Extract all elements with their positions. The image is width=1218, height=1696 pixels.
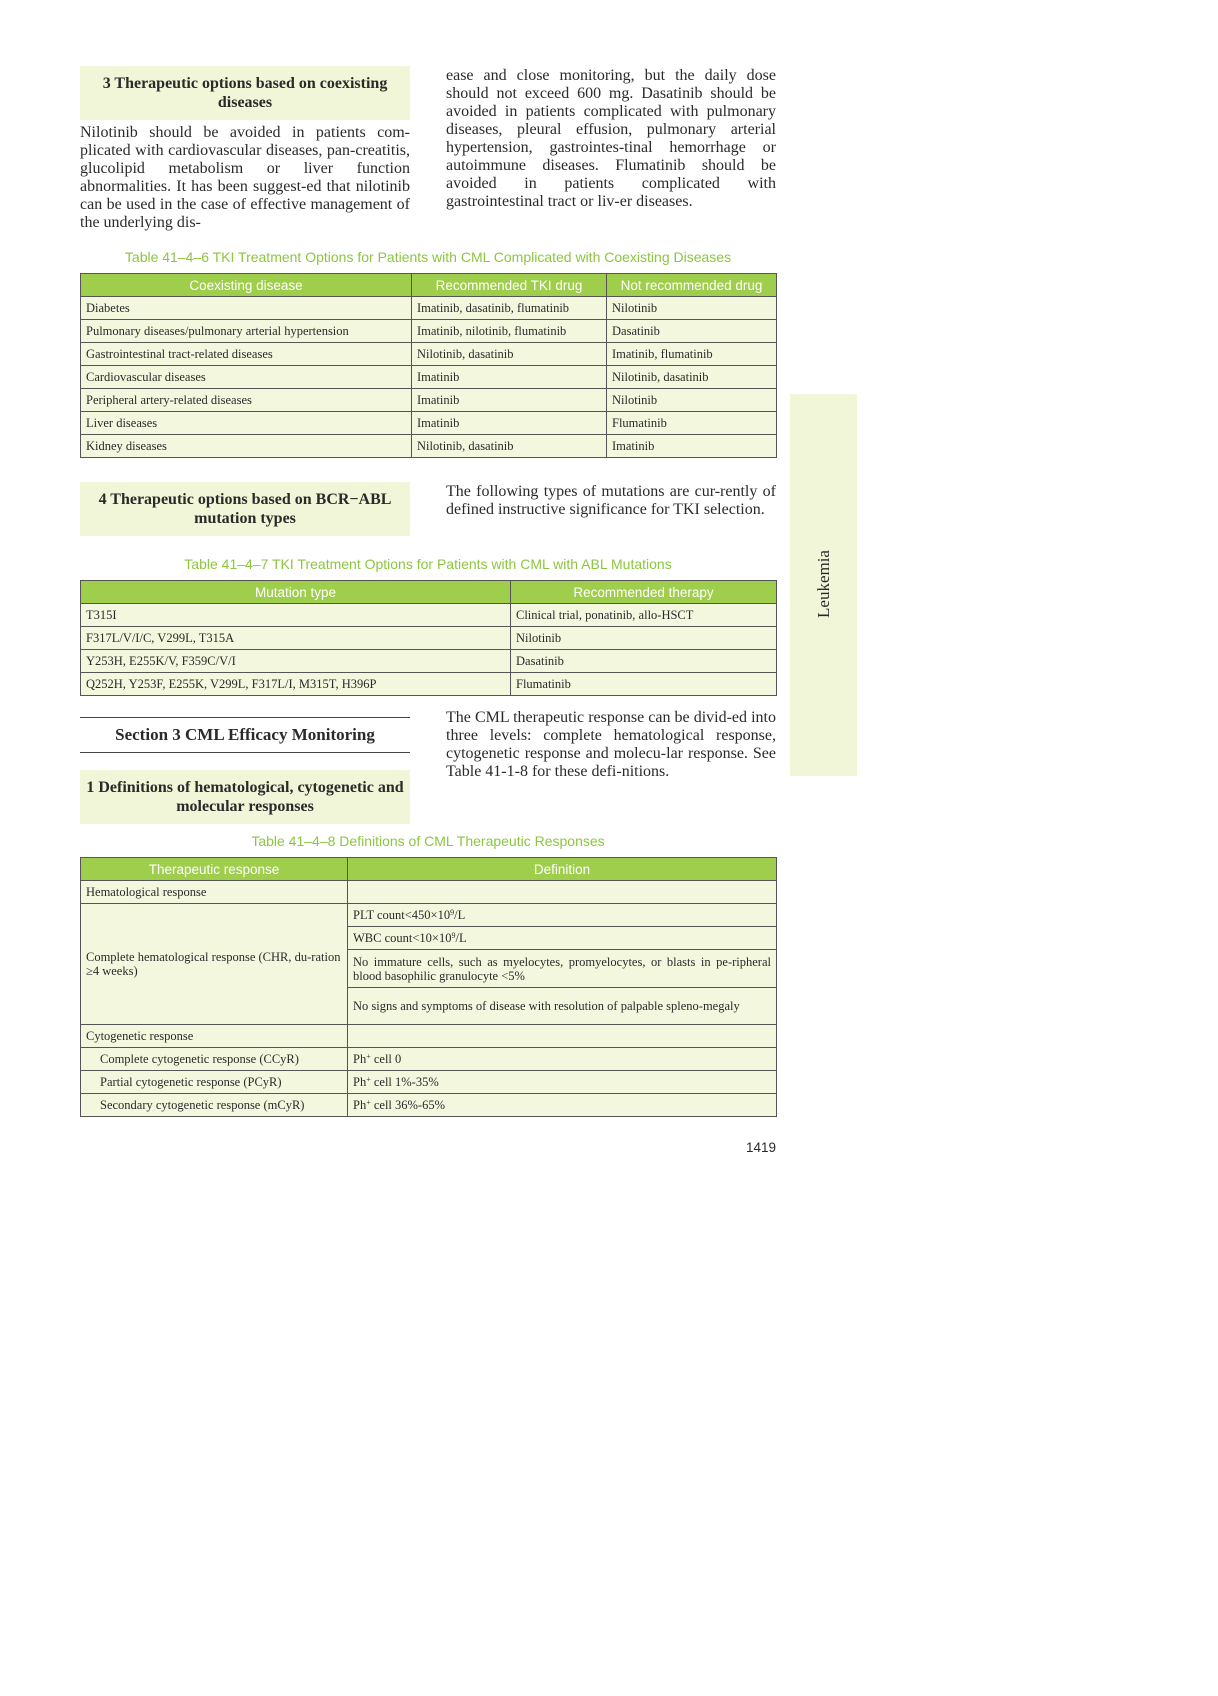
column-header: Mutation type bbox=[81, 581, 511, 604]
ph-text: Ph bbox=[353, 1098, 367, 1112]
table-cell: Pulmonary diseases/pulmonary arterial hypertension bbox=[81, 320, 412, 343]
table-cell: Imatinib, flumatinib bbox=[607, 343, 777, 366]
ph-plus: + bbox=[366, 1075, 371, 1084]
table-cell: No signs and symptoms of disease with resolution of palpable spleno-megaly bbox=[348, 988, 777, 1025]
column-header: Recommended therapy bbox=[511, 581, 777, 604]
ph-text: Ph bbox=[353, 1052, 367, 1066]
table-row bbox=[81, 1071, 777, 1094]
table-row bbox=[81, 881, 777, 904]
column-header: Coexisting disease bbox=[81, 274, 412, 297]
plt-unit: /L bbox=[454, 908, 466, 922]
wbc-superscript: 9 bbox=[451, 931, 456, 940]
table-row bbox=[81, 366, 777, 389]
ph-value: cell 0 bbox=[370, 1052, 402, 1066]
ph-plus: + bbox=[366, 1098, 371, 1107]
table-row bbox=[81, 320, 777, 343]
table-cell: Hematological response bbox=[81, 881, 348, 904]
plt-superscript: 9 bbox=[450, 908, 455, 917]
table-cell: Complete hematological response (CHR, du-ration ≥4 weeks) bbox=[81, 904, 348, 1025]
table-row bbox=[81, 389, 777, 412]
table-cell: Nilotinib, dasatinib bbox=[412, 435, 607, 458]
table-cell bbox=[348, 904, 777, 927]
wbc-unit: /L bbox=[455, 931, 467, 945]
section-heading-mutation: 4 Therapeutic options based on BCR−ABL mutation types bbox=[80, 482, 410, 536]
table-row bbox=[81, 904, 777, 927]
table-cell: Dasatinib bbox=[511, 650, 777, 673]
table-cell: Cardiovascular diseases bbox=[81, 366, 412, 389]
column-header: Therapeutic response bbox=[81, 858, 348, 881]
wbc-text: WBC count<10×10 bbox=[353, 931, 452, 945]
table-cell: T315I bbox=[81, 604, 511, 627]
table-cell: Nilotinib bbox=[511, 627, 777, 650]
table-cell: Imatinib, dasatinib, flumatinib bbox=[412, 297, 607, 320]
page-number: 1419 bbox=[745, 1140, 776, 1155]
table-row bbox=[81, 297, 777, 320]
table-cell: Gastrointestinal tract-related diseases bbox=[81, 343, 412, 366]
table-cell bbox=[348, 1048, 777, 1071]
column-header: Recommended TKI drug bbox=[412, 274, 607, 297]
column-header: Definition bbox=[348, 858, 777, 881]
section-heading-definitions: 1 Definitions of hematological, cytogenetic and molecular responses bbox=[80, 770, 410, 824]
section-heading-coexisting: 3 Therapeutic options based on coexisting diseases bbox=[80, 66, 410, 120]
table-cell: Clinical trial, ponatinib, allo-HSCT bbox=[511, 604, 777, 627]
table-row bbox=[81, 435, 777, 458]
chapter-side-tab bbox=[790, 394, 857, 776]
table-cell: Nilotinib bbox=[607, 297, 777, 320]
table-row bbox=[81, 627, 777, 650]
table-row bbox=[81, 1048, 777, 1071]
table-cell: Partial cytogenetic response (PCyR) bbox=[81, 1071, 348, 1094]
ph-value: cell 1%-35% bbox=[370, 1075, 439, 1089]
table-cell: Flumatinib bbox=[511, 673, 777, 696]
table-row bbox=[81, 604, 777, 627]
table-cell: Cytogenetic response bbox=[81, 1025, 348, 1048]
chapter-tab-label: Leukemia bbox=[813, 550, 833, 618]
table-cell: Kidney diseases bbox=[81, 435, 412, 458]
table-7 bbox=[80, 580, 777, 696]
table-8 bbox=[80, 857, 777, 1117]
table-cell: Secondary cytogenetic response (mCyR) bbox=[81, 1094, 348, 1117]
table-cell: Imatinib bbox=[607, 435, 777, 458]
table-row bbox=[81, 1094, 777, 1117]
table-row bbox=[81, 673, 777, 696]
table-row bbox=[81, 1025, 777, 1048]
ph-value: cell 36%-65% bbox=[370, 1098, 445, 1112]
table-cell: No immature cells, such as myelocytes, promyelocytes, or blasts in pe-ripheral blood basophilic granulocyte <5% bbox=[348, 950, 777, 988]
table-row bbox=[81, 650, 777, 673]
paragraph-continued: ease and close monitoring, but the daily dose should not exceed 600 mg. Dasatinib should be avoided in patients complicated with pulmonary diseases, pleural effusion, pulmonary arterial hypertension, gastrointes-tinal hemorrhage or autoimmune diseases. Flumatinib should be avoided in patients complicated with gastrointestinal tract or liv-er diseases. bbox=[446, 67, 776, 210]
paragraph-response-levels: The CML therapeutic response can be divid-ed into three levels: complete hematological response, cytogenetic response and molecu-lar response. See Table 41-1-8 for these defi-nitions. bbox=[446, 709, 776, 780]
table-cell: Peripheral artery-related diseases bbox=[81, 389, 412, 412]
table-cell: Imatinib bbox=[412, 389, 607, 412]
table-cell: Nilotinib, dasatinib bbox=[607, 366, 777, 389]
table-cell bbox=[348, 1094, 777, 1117]
table-cell-empty bbox=[348, 881, 777, 904]
ph-plus: + bbox=[366, 1052, 371, 1061]
table-cell: Imatinib bbox=[412, 366, 607, 389]
table-cell: Dasatinib bbox=[607, 320, 777, 343]
table-cell: Q252H, Y253F, E255K, V299L, F317L/I, M315T, H396P bbox=[81, 673, 511, 696]
table-row bbox=[81, 343, 777, 366]
table-header-row bbox=[81, 858, 777, 881]
table-cell-empty bbox=[348, 1025, 777, 1048]
table-cell: Liver diseases bbox=[81, 412, 412, 435]
table-cell: Complete cytogenetic response (CCyR) bbox=[81, 1048, 348, 1071]
table-cell: Y253H, E255K/V, F359C/V/I bbox=[81, 650, 511, 673]
table-row bbox=[81, 412, 777, 435]
table-cell bbox=[348, 927, 777, 950]
table-cell bbox=[348, 1071, 777, 1094]
table-8-caption: Table 41–4–8 Definitions of CML Therapeutic Responses bbox=[251, 833, 605, 849]
table-cell: Nilotinib, dasatinib bbox=[412, 343, 607, 366]
section-title-efficacy: Section 3 CML Efficacy Monitoring bbox=[80, 717, 410, 753]
table-6 bbox=[80, 273, 777, 458]
table-cell: Imatinib bbox=[412, 412, 607, 435]
table-header-row bbox=[81, 581, 777, 604]
table-header-row bbox=[81, 274, 777, 297]
table-cell: Diabetes bbox=[81, 297, 412, 320]
plt-text: PLT count<450×10 bbox=[353, 908, 451, 922]
paragraph-nilotinib: Nilotinib should be avoided in patients com-plicated with cardiovascular diseases, pan-creatitis, glucolipid metabolism or liver function abnormalities. It has been suggest-ed that nilotinib can be used in the case of effective management of the underlying dis- bbox=[80, 124, 410, 231]
ph-text: Ph bbox=[353, 1075, 367, 1089]
paragraph-mutation-types: The following types of mutations are cur-rently of defined instructive significance for TKI selection. bbox=[446, 483, 776, 518]
table-cell: F317L/V/I/C, V299L, T315A bbox=[81, 627, 511, 650]
table-cell: Nilotinib bbox=[607, 389, 777, 412]
table-cell: Imatinib, nilotinib, flumatinib bbox=[412, 320, 607, 343]
table-7-caption: Table 41–4–7 TKI Treatment Options for Patients with CML with ABL Mutations bbox=[184, 556, 672, 572]
table-cell: Flumatinib bbox=[607, 412, 777, 435]
table-6-caption: Table 41–4–6 TKI Treatment Options for Patients with CML Complicated with Coexisting Diseases bbox=[124, 249, 732, 265]
column-header: Not recommended drug bbox=[607, 274, 777, 297]
